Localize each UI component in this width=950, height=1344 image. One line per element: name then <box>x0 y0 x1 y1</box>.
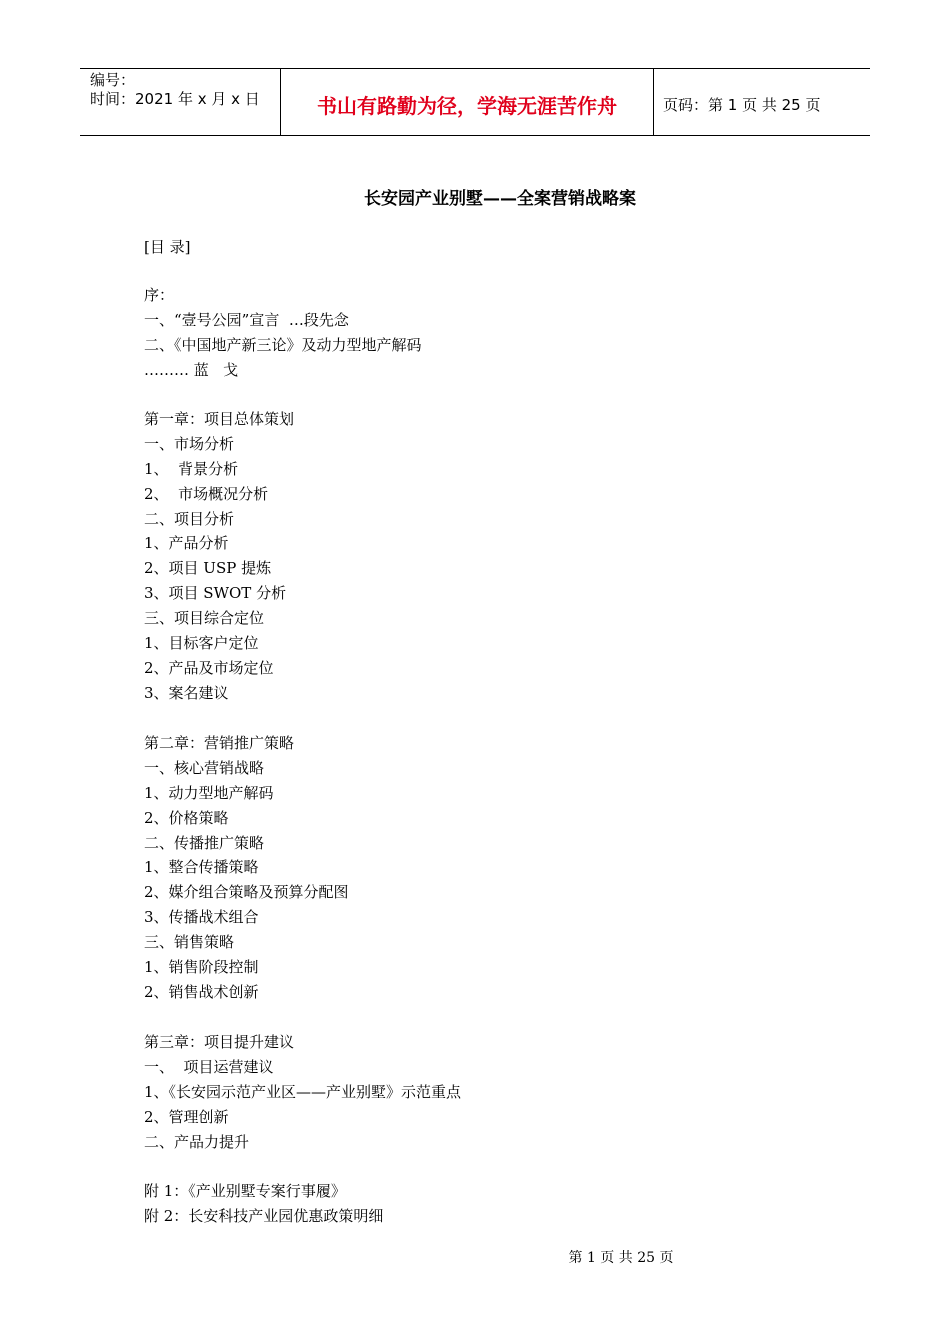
toc-line: 第一章：项目总体策划 <box>144 410 295 428</box>
toc-line: 二、产品力提升 <box>144 1132 250 1151</box>
toc-line: 附 2：长安科技产业园优惠政策明细 <box>144 1206 384 1225</box>
toc-line: 1、销售阶段控制 <box>144 958 259 977</box>
toc-line: 3、传播战术组合 <box>144 908 259 927</box>
toc-line: 1、动力型地产解码 <box>144 783 274 802</box>
toc-line: 3、案名建议 <box>144 683 229 702</box>
toc-line: 三、项目综合定位 <box>144 609 265 628</box>
toc-line: 一、市场分析 <box>144 434 235 453</box>
toc-line: ……… 蓝 戈 <box>144 360 239 379</box>
toc-group-chapter-3 <box>144 1030 461 1154</box>
toc-line: 二、传播推广策略 <box>144 833 265 852</box>
toc-line: 2、产品及市场定位 <box>144 658 274 677</box>
toc-line: 1、整合传播策略 <box>144 858 259 877</box>
toc-line: 二、项目分析 <box>144 509 235 528</box>
toc-line: 一、 项目运营建议 <box>144 1057 274 1076</box>
toc-line: 第二章：营销推广策略 <box>144 734 295 752</box>
page-footer: 第 1 页 共 25 页 <box>568 1250 674 1266</box>
toc-line: 1、《长安园示范产业区——产业别墅》示范重点 <box>144 1082 462 1101</box>
header-left-cell <box>80 69 281 135</box>
document-title: 长安园产业别墅——全案营销战略案 <box>364 189 636 209</box>
header-motto: 书山有路勤为径，学海无涯苦作舟 <box>281 69 654 135</box>
toc-line: 二、《中国地产新三论》及动力型地产解码 <box>144 335 422 354</box>
toc-line: 2、管理创新 <box>144 1107 229 1126</box>
toc-line: 2、价格策略 <box>144 808 229 827</box>
toc-line: 1、产品分析 <box>144 534 229 553</box>
document-time-label: 时间：2021 年 x 月 x 日 <box>90 90 260 108</box>
header-page-info: 页码：第 1 页 共 25 页 <box>663 95 821 114</box>
toc-line: 1、 背景分析 <box>144 459 239 478</box>
toc-line: 2、项目 USP 提炼 <box>144 559 272 578</box>
toc-line: 1、目标客户定位 <box>144 634 259 653</box>
toc-group-preface <box>144 283 422 383</box>
document-number-label: 编号： <box>90 71 136 89</box>
toc-line: 三、销售策略 <box>144 933 235 952</box>
header-table <box>80 68 870 136</box>
toc-group-chapter-2 <box>144 731 349 1005</box>
toc-group-appendix <box>144 1179 383 1229</box>
toc-line: 附 1：《产业别墅专案行事履》 <box>144 1182 346 1200</box>
toc-group-chapter-1 <box>144 407 294 706</box>
toc-line: 2、媒介组合策略及预算分配图 <box>144 883 349 902</box>
toc-line: 一、核心营销战略 <box>144 758 265 777</box>
toc-line: 第三章：项目提升建议 <box>144 1033 295 1051</box>
toc-line: 一、“壹号公园”宣言 …段先念 <box>144 310 349 329</box>
toc-line: 2、销售战术创新 <box>144 982 259 1001</box>
toc-line: 3、项目 SWOT 分析 <box>144 584 287 603</box>
toc-label: [目 录] <box>144 238 191 256</box>
toc-line: 2、 市场概况分析 <box>144 484 269 503</box>
toc-line: 序： <box>144 286 175 304</box>
